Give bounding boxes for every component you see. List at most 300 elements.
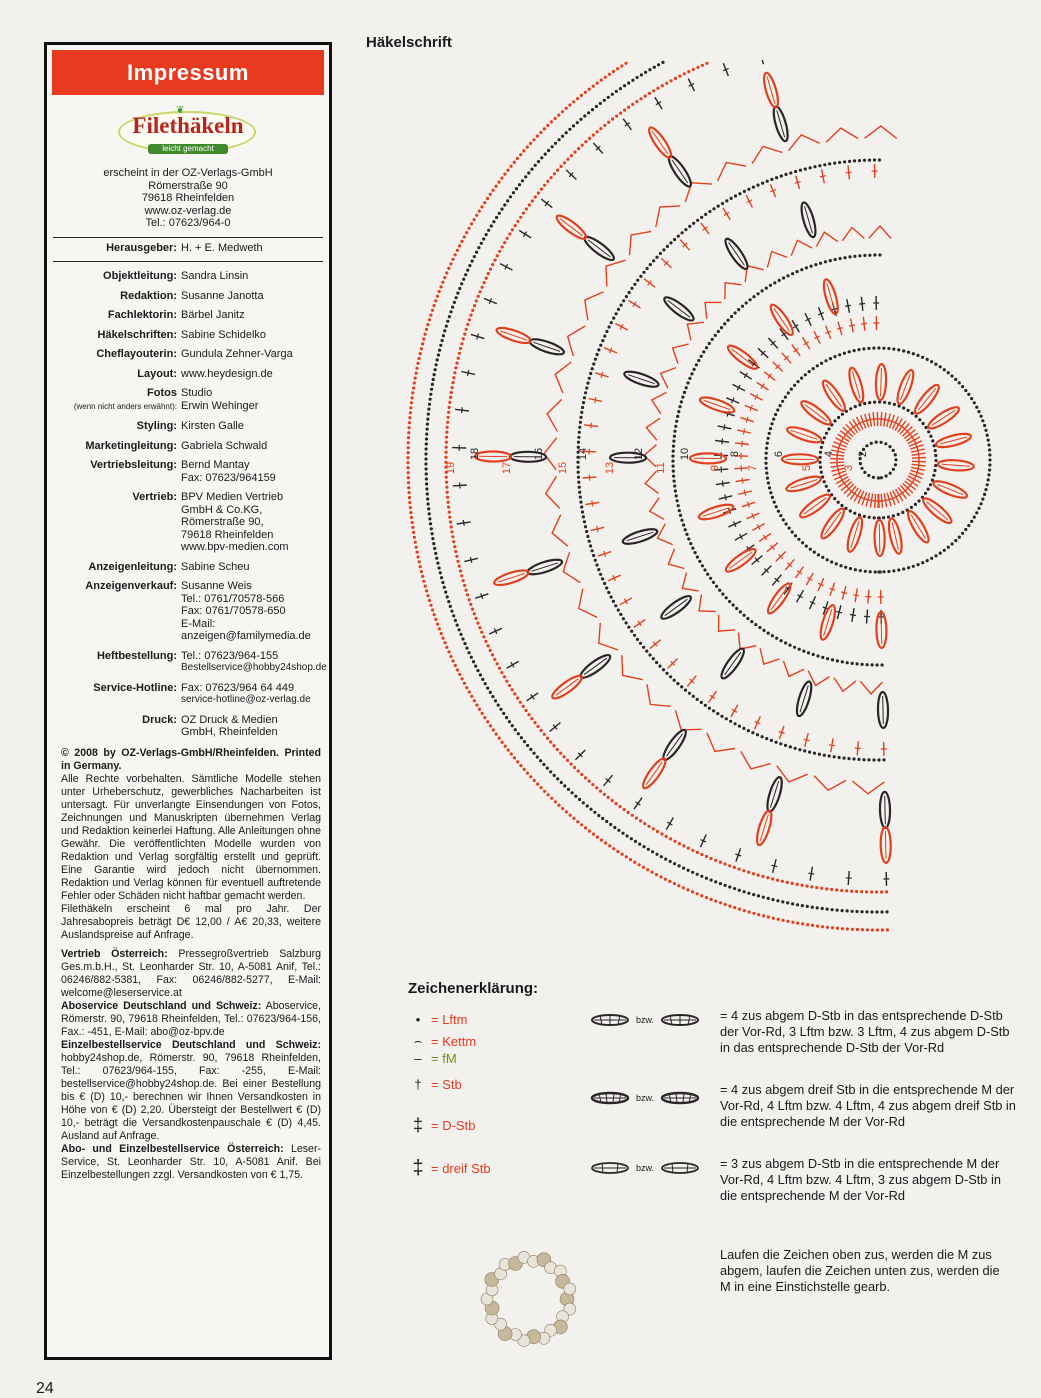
chain-dot <box>700 853 703 856</box>
round-label: 11 <box>655 462 667 473</box>
chain-dot <box>778 279 781 282</box>
chain-dot <box>588 377 591 380</box>
stitch-chevron <box>791 240 812 255</box>
chain-dot <box>451 381 454 384</box>
chain-dot <box>813 752 816 755</box>
chain-dot <box>838 756 841 759</box>
chain-dot <box>489 691 492 694</box>
chain-dot <box>492 728 495 731</box>
round-label: 3 <box>843 465 855 471</box>
chain-dot <box>983 493 986 496</box>
stitch-chevron <box>579 589 597 618</box>
stitch-chevron <box>658 524 673 545</box>
chain-dot <box>823 480 826 483</box>
chain-dot <box>798 648 801 651</box>
chain-dot <box>835 888 838 891</box>
chain-dot <box>892 569 895 572</box>
stitch-bar <box>724 425 725 431</box>
chain-dot <box>705 855 708 858</box>
stitch-cluster-line <box>791 430 818 439</box>
chain-dot <box>498 212 501 215</box>
chain-dot <box>681 396 684 399</box>
chain-dot <box>939 365 942 368</box>
chain-dot <box>471 608 474 611</box>
chain-dot <box>873 401 876 404</box>
chain-dot <box>425 589 428 592</box>
chain-dot <box>661 84 664 87</box>
staff-row <box>47 309 329 322</box>
chain-dot <box>580 411 583 414</box>
staff-value: Gundula Zehner-Varga <box>181 348 329 361</box>
chain-dot <box>818 461 821 464</box>
chain-dot <box>444 591 447 594</box>
chain-dot <box>497 181 500 184</box>
staff-row <box>47 714 329 739</box>
chain-dot <box>523 740 526 743</box>
chain-dot <box>848 255 851 258</box>
chain-dot <box>418 560 421 563</box>
pub-line: Römerstraße 90 <box>47 180 329 193</box>
staff-label: Anzeigenleitung: <box>47 561 181 574</box>
chain-dot <box>769 284 772 287</box>
chain-dot <box>715 585 718 588</box>
chain-dot <box>450 391 453 394</box>
chain-dot <box>929 483 932 486</box>
pearl <box>564 1283 576 1295</box>
legend-cluster-3 <box>590 1158 700 1178</box>
chain-dot <box>430 388 433 391</box>
chain-dot <box>673 480 676 483</box>
chain-dot <box>875 890 878 893</box>
chain-dot <box>827 427 830 430</box>
stitch-cluster-line <box>531 563 558 572</box>
chain-dot <box>805 545 808 548</box>
chain-dot <box>586 804 589 807</box>
chain-dot <box>688 692 691 695</box>
chain-dot <box>597 814 600 817</box>
chain-dot <box>473 218 476 221</box>
chain-dot <box>764 457 767 460</box>
chain-dot <box>902 567 905 570</box>
chain-dot <box>498 737 501 740</box>
staff-value: Sandra Linsin <box>181 270 329 283</box>
chain-dot <box>681 231 684 234</box>
chain-dot <box>812 653 815 656</box>
chain-dot <box>433 547 436 550</box>
chain-dot <box>980 415 983 418</box>
stitch-bar <box>463 520 464 526</box>
chain-dot <box>836 909 839 912</box>
stitch-bar <box>462 407 463 413</box>
chain-dot <box>611 118 614 121</box>
chain-dot <box>672 450 675 453</box>
chain-dot <box>408 501 411 504</box>
chain-dot <box>708 210 711 213</box>
chain-dot <box>571 791 574 794</box>
chain-dot <box>964 389 967 392</box>
chain-dot <box>660 855 663 858</box>
chain-dot <box>856 928 859 931</box>
chain-dot <box>617 609 620 612</box>
chain-dot <box>682 886 685 889</box>
chain-dot <box>671 460 674 463</box>
chain-dot <box>623 808 626 811</box>
chain-dot <box>675 494 678 497</box>
chain-dot <box>435 363 438 366</box>
chain-dot <box>427 507 430 510</box>
chain-dot <box>431 537 434 540</box>
chain-dot <box>834 258 837 261</box>
chain-dot <box>934 449 937 452</box>
chain-dot <box>624 62 627 65</box>
chain-dot <box>566 759 569 762</box>
stitch-cluster-line <box>881 368 882 396</box>
chain-dot <box>539 759 542 762</box>
chain-dot <box>738 192 741 195</box>
chain-dot <box>599 790 602 793</box>
chain-dot <box>934 554 937 557</box>
chain-dot <box>625 295 628 298</box>
chain-dot <box>612 70 615 73</box>
chain-dot <box>519 764 522 767</box>
chain-dot <box>639 97 642 100</box>
chain-dot <box>847 757 850 760</box>
chain-dot <box>696 219 699 222</box>
round-label: 9 <box>709 465 721 471</box>
chain-dot <box>863 402 866 405</box>
chain-dot <box>756 184 759 187</box>
chain-dot <box>522 212 525 215</box>
chain-dot <box>846 927 849 930</box>
chain-dot <box>825 887 828 890</box>
chain-dot <box>853 349 856 352</box>
chain-dot <box>712 581 715 584</box>
chain-dot <box>880 441 883 444</box>
round-label: 14 <box>577 448 589 460</box>
chain-dot <box>912 352 915 355</box>
chain-dot <box>796 922 799 925</box>
chain-dot <box>670 79 673 82</box>
chain-dot <box>772 418 775 421</box>
chain-dot <box>462 579 465 582</box>
chain-dot <box>407 471 410 474</box>
chain-dot <box>463 235 466 238</box>
staff-row <box>47 270 329 283</box>
legend-d-stb <box>405 1115 475 1136</box>
chain-dot <box>975 406 978 409</box>
chain-dot <box>737 308 740 311</box>
chain-dot <box>648 653 651 656</box>
chain-dot <box>470 222 473 225</box>
staff-value: www.heydesign.de <box>181 368 329 381</box>
staff-label: Service-Hotline: <box>47 682 181 707</box>
chain-dot <box>460 282 463 285</box>
price-text: Filethäkeln erscheint 6 mal pro Jahr. Der Jahresabopreis beträgt D€ 12,00 / A€ 20,33, weitere Auslandspreise auf Anfrage. <box>61 903 321 942</box>
chain-dot <box>597 348 600 351</box>
chain-dot <box>673 435 676 438</box>
chain-dot <box>894 463 897 466</box>
bzw-text: bzw. <box>636 1015 654 1025</box>
chain-dot <box>833 755 836 758</box>
chain-dot <box>631 103 634 106</box>
chain-dot <box>987 439 990 442</box>
stitch-cluster-line <box>881 616 882 644</box>
chain-dot <box>850 890 853 893</box>
chain-dot <box>840 504 843 507</box>
chain-dot <box>615 312 618 315</box>
chain-dot <box>596 82 599 85</box>
chain-dot <box>463 333 466 336</box>
stitch-chevron <box>682 572 698 591</box>
chain-dot <box>873 158 876 161</box>
chain-dot <box>724 884 727 887</box>
chain-dot <box>610 321 613 324</box>
chain-dot <box>986 434 989 437</box>
chain-dot <box>603 793 606 796</box>
chain-dot <box>603 335 606 338</box>
stitch-bar <box>829 745 835 746</box>
divider <box>53 261 323 262</box>
chain-dot <box>766 876 769 879</box>
chain-dot <box>501 741 504 744</box>
stitch-chevron <box>767 252 787 268</box>
chain-dot <box>861 928 864 931</box>
chain-dot <box>730 197 733 200</box>
chain-dot <box>434 618 437 621</box>
chain-dot <box>677 504 680 507</box>
chain-dot <box>588 137 591 140</box>
chain-dot <box>917 563 920 566</box>
chain-dot <box>553 774 556 777</box>
chain-dot <box>491 263 494 266</box>
stitch-bar <box>595 397 596 403</box>
chain-dot <box>450 530 453 533</box>
chain-dot <box>556 169 559 172</box>
stitch-cluster-line <box>704 401 731 410</box>
chain-dot <box>882 758 885 761</box>
chain-dot <box>633 861 636 864</box>
chain-dot <box>425 437 428 440</box>
chain-dot <box>454 253 457 256</box>
chain-dot <box>449 655 452 658</box>
chain-dot <box>752 872 755 875</box>
chain-dot <box>577 769 580 772</box>
chain-dot <box>447 600 450 603</box>
stitch-bar <box>795 182 801 184</box>
chain-dot <box>409 411 412 414</box>
chain-dot <box>875 441 878 444</box>
round-label: 10 <box>679 448 691 460</box>
chain-dot <box>719 882 722 885</box>
chain-dot <box>431 532 434 535</box>
chain-dot <box>743 190 746 193</box>
chain-dot <box>466 269 469 272</box>
chain-dot <box>453 301 456 304</box>
chain-dot <box>477 246 480 249</box>
chain-dot <box>747 871 750 874</box>
chain-dot <box>481 712 484 715</box>
chain-dot <box>487 272 490 275</box>
chain-dot <box>696 66 699 69</box>
chain-dot <box>519 701 522 704</box>
chain-dot <box>915 415 918 418</box>
chain-dot <box>788 527 791 530</box>
chain-dot <box>932 474 935 477</box>
chain-dot <box>482 237 485 240</box>
chain-dot <box>433 304 436 307</box>
chain-dot <box>480 631 483 634</box>
chain-dot <box>534 195 537 198</box>
chain-dot <box>851 662 854 665</box>
chain-dot <box>469 314 472 317</box>
chain-dot <box>651 850 654 853</box>
stitch-chevron <box>783 661 804 677</box>
chain-dot <box>887 515 890 518</box>
chain-dot <box>656 830 659 833</box>
chain-dot <box>446 421 449 424</box>
chain-dot <box>961 385 964 388</box>
chain-dot <box>684 528 687 531</box>
chain-dot <box>747 188 750 191</box>
chain-dot <box>678 842 681 845</box>
chain-dot <box>566 158 569 161</box>
chain-dot <box>757 874 760 877</box>
chain-dot <box>425 467 428 470</box>
chain-dot <box>595 786 598 789</box>
chain-dot <box>733 887 736 890</box>
chain-dot <box>576 97 579 100</box>
round-label: 5 <box>801 465 813 471</box>
chain-dot <box>881 928 884 931</box>
stitch-bar <box>722 438 723 444</box>
stitch-cluster-line <box>879 524 880 552</box>
chain-dot <box>453 545 456 548</box>
chain-dot <box>780 174 783 177</box>
chain-dot <box>407 451 410 454</box>
chain-dot <box>831 908 834 911</box>
chain-dot <box>515 187 518 190</box>
chain-dot <box>809 166 812 169</box>
chain-dot <box>734 311 737 314</box>
chain-dot <box>478 708 481 711</box>
chain-dot <box>596 130 599 133</box>
chain-dot <box>657 63 660 66</box>
chain-dot <box>780 639 783 642</box>
chain-dot <box>804 167 807 170</box>
chain-dot <box>577 481 580 484</box>
chain-dot <box>967 393 970 396</box>
chain-dot <box>502 712 505 715</box>
chain-dot <box>414 541 417 544</box>
chain-dot <box>889 472 892 475</box>
chain-dot <box>705 346 708 349</box>
chain-dot <box>885 474 888 477</box>
pub-link[interactable]: www.oz-verlag.de <box>47 205 329 218</box>
chain-dot <box>543 733 546 736</box>
cluster-icon <box>590 1088 630 1108</box>
service-block: Vertrieb Österreich: Pressegroßvertrieb Salzburg Ges.m.b.H., St. Leonharder Str. 10, A-5081 Anif, Tel.: 06246/882-5381, Fax: 06246/882-5277, E-Mail: welcome@leserservice.at <box>61 948 321 1000</box>
chain-dot <box>630 630 633 633</box>
chain-dot <box>436 562 439 565</box>
staff-label: Anzeigenverkauf: <box>47 580 181 643</box>
chain-dot <box>425 433 428 436</box>
chain-dot <box>863 159 866 162</box>
chain-dot <box>882 516 885 519</box>
chain-dot <box>513 692 516 695</box>
round-label: 7 <box>747 465 759 471</box>
chain-dot <box>627 811 630 814</box>
chain-dot <box>419 565 422 568</box>
chain-dot <box>446 491 449 494</box>
chain-dot <box>947 546 950 549</box>
chain-dot <box>492 220 495 223</box>
stitch-cluster-line <box>885 831 886 859</box>
chain-dot <box>821 925 824 928</box>
chain-dot <box>447 506 450 509</box>
stitch-bar <box>808 873 814 874</box>
chain-dot <box>426 497 429 500</box>
chain-dot <box>702 350 705 353</box>
chain-dot <box>880 890 883 893</box>
staff-value: Sabine Schidelko <box>181 329 329 342</box>
chain-dot <box>635 100 638 103</box>
chain-dot <box>691 871 694 874</box>
chain-dot <box>678 75 681 78</box>
chain-dot <box>460 574 463 577</box>
chain-dot <box>773 281 776 284</box>
chain-dot <box>636 279 639 282</box>
chain-dot <box>674 489 677 492</box>
chain-dot <box>428 517 431 520</box>
chain-dot <box>728 864 731 867</box>
chain-dot <box>876 663 879 666</box>
chain-dot <box>739 610 742 613</box>
chain-dot <box>627 81 630 84</box>
chain-dot <box>806 923 809 926</box>
chain-dot <box>503 173 506 176</box>
chain-dot <box>741 305 744 308</box>
chain-dot <box>611 93 614 96</box>
chain-dot <box>434 552 437 555</box>
chain-dot <box>692 222 695 225</box>
chain-dot <box>684 228 687 231</box>
chain-dot <box>441 581 444 584</box>
chain-dot <box>863 471 866 474</box>
chain-dot <box>439 571 442 574</box>
chain-dot <box>787 391 790 394</box>
chain-dot <box>677 235 680 238</box>
stitch-bar <box>849 325 855 326</box>
chain-dot <box>560 781 563 784</box>
chain-dot <box>577 147 580 150</box>
chain-dot <box>791 882 794 885</box>
stitch-chevron <box>650 498 664 520</box>
chain-dot <box>543 184 546 187</box>
chain-dot <box>648 68 651 71</box>
chain-dot <box>746 617 749 620</box>
chain-dot <box>666 245 669 248</box>
chain-dot <box>449 396 452 399</box>
stitch-cluster-line <box>628 375 655 384</box>
chain-dot <box>810 265 813 268</box>
round-label: 4 <box>823 451 835 457</box>
chain-dot <box>862 347 865 350</box>
chain-dot <box>712 709 715 712</box>
chain-dot <box>454 550 457 553</box>
chain-dot <box>902 349 905 352</box>
chain-dot <box>621 832 624 835</box>
chain-dot <box>411 526 414 529</box>
